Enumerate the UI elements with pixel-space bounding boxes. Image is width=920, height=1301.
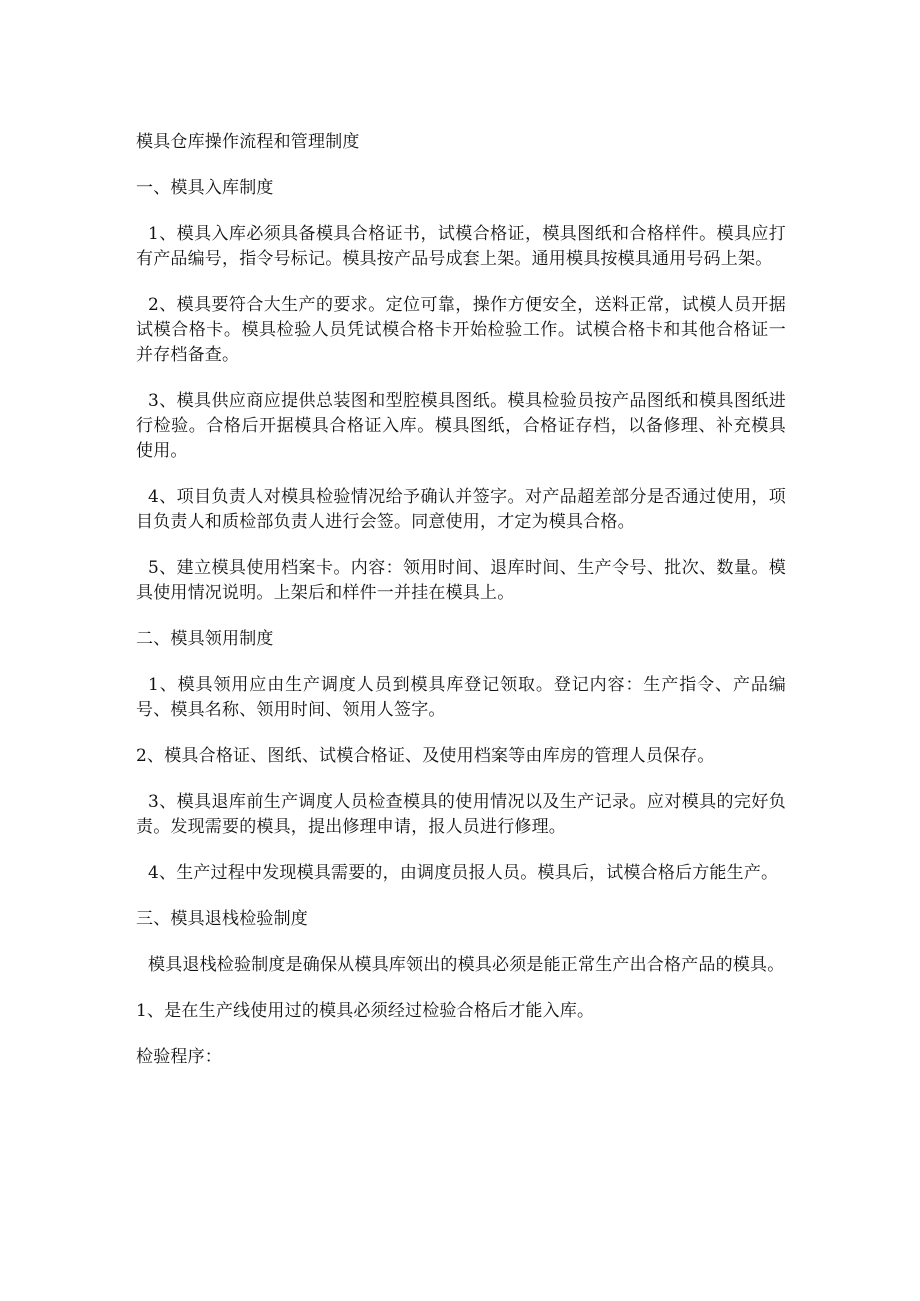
paragraph: 2、模具合格证、图纸、试模合格证、及使用档案等由库房的管理人员保存。 — [136, 746, 715, 766]
paragraph: 检验程序： — [136, 1047, 222, 1067]
paragraph: 3、模具供应商应提供总装图和型腔模具图纸。模具检验员按产品图纸和模具图纸进行检验。合格后开据模具合格证入库。模具图纸，合格证存档，以备修理、补充模具使用。 — [136, 391, 786, 461]
section-heading-3: 三、模具退栈检验制度 — [136, 909, 308, 929]
document-body — [136, 130, 786, 1091]
paragraph: 2、模具要符合大生产的要求。定位可靠，操作方便安全，送料正常，试模人员开据试模合格卡。模具检验人员凭试模合格卡开始检验工作。试模合格卡和其他合格证一并存档备查。 — [136, 295, 786, 365]
paragraph: 5、建立模具使用档案卡。内容：领用时间、退库时间、生产令号、批次、数量。模具使用情况说明。上架后和样件一并挂在模具上。 — [136, 558, 786, 603]
section-heading-1: 一、模具入库制度 — [136, 178, 274, 198]
paragraph: 模具退栈检验制度是确保从模具库领出的模具必须是能正常生产出合格产品的模具。 — [148, 955, 785, 975]
paragraph: 3、模具退库前生产调度人员检查模具的使用情况以及生产记录。应对模具的完好负责。发现需要的模具，提出修理申请，报人员进行修理。 — [136, 792, 786, 837]
paragraph: 1、模具入库必须具备模具合格证书，试模合格证，模具图纸和合格样件。模具应打有产品编号，指令号标记。模具按产品号成套上架。通用模具按模具通用号码上架。 — [136, 224, 786, 269]
document-title: 模具仓库操作流程和管理制度 — [136, 132, 360, 152]
paragraph: 1、模具领用应由生产调度人员到模具库登记领取。登记内容：生产指令、产品编号、模具名称、领用时间、领用人签字。 — [136, 675, 786, 720]
paragraph: 1、是在生产线使用过的模具必须经过检验合格后才能入库。 — [136, 1001, 595, 1021]
paragraph: 4、项目负责人对模具检验情况给予确认并签字。对产品超差部分是否通过使用，项目负责人和质检部负责人进行会签。同意使用，才定为模具合格。 — [136, 487, 786, 532]
paragraph: 4、生产过程中发现模具需要的，由调度员报人员。模具后，试模合格后方能生产。 — [148, 863, 779, 883]
section-heading-2: 二、模具领用制度 — [136, 629, 274, 649]
